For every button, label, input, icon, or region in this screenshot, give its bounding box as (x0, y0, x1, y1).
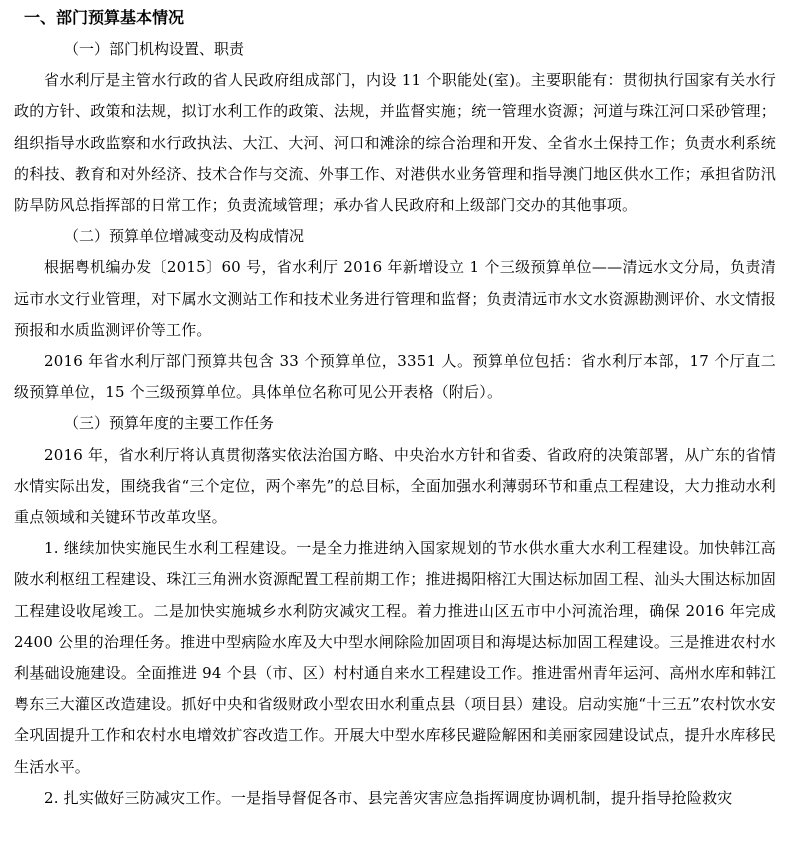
section2-title: （二）预算单位增减变动及构成情况 (64, 227, 305, 246)
section3-paragraph-3: 2. 扎实做好三防减灾工作。一是指导督促各市、县完善灾害应急指挥调度协调机制，提升指导抢险救灾 (44, 788, 733, 807)
section3-paragraph-2: 1. 继续加快实施民生水利工程建设。一是全力推进纳入国家规划的节水供水重大水利工程建设。加快韩江高陂水利枢纽工程建设、珠江三角洲水资源配置工程前期工作；推进揭阳榕江大围达标加固工程、汕头大围达标加固工程建设收尾竣工。二是加快实施城乡水利防灾减灾工程。着力推进山区五市中小河流治理，确保 2016 年完成 2400 公里的治理任务。推进中型病险水库及大中型水闸除险加固项目和海堤达标加固工程建设。三是推进农村水利基础设施建设。全面推进 94 个县（市、区）村村通自来水工程建设工作。推进雷州青年运河、高州水库和韩江粤东三大灌区改造建设。抓好中央和省级财政小型农田水利重点县（项目县）建设。启动实施“十三五”农村饮水安全巩固提升工作和农村水电增效扩容改造工作。开展大中型水库移民避险解困和美丽家园建设试点，提升水库移民生活水平。 (14, 539, 776, 776)
main-heading: 一、部门预算基本情况 (24, 8, 185, 27)
section2-paragraph-1: 根据粤机编办发〔2015〕60 号，省水利厅 2016 年新增设立 1 个三级预算单位——清远水文分局，负责清远市水文行业管理，对下属水文测站工作和技术业务进行管理和监督；负责清远市水文水资源勘测评价、水文情报预报和水质监测评价等工作。 (14, 258, 776, 339)
section1-paragraph-1: 省水利厅是主管水行政的省人民政府组成部门，内设 11 个职能处(室)。主要职能有：贯彻执行国家有关水行政的方针、政策和法规，拟订水利工作的政策、法规，并监督实施；统一管理水资源；河道与珠江河口采砂管理；组织指导水政监察和水行政执法、大江、大河、河口和滩涂的综合治理和开发、全省水土保持工作；负责水利系统的科技、教育和对外经济、技术合作与交流、外事工作、对港供水业务管理和指导澳门地区供水工作；承担省防汛防旱防风总指挥部的日常工作；负责流域管理；承办省人民政府和上级部门交办的其他事项。 (14, 71, 776, 215)
section1-title: （一）部门机构设置、职责 (64, 40, 245, 58)
section3-paragraph-1: 2016 年，省水利厅将认真贯彻落实依法治国方略、中央治水方针和省委、省政府的决策部署，从广东的省情水情实际出发，围绕我省“三个定位，两个率先”的总目标，全面加强水利薄弱环节和重点工程建设，大力推动水利重点领域和关键环节改革攻坚。 (14, 445, 776, 527)
section3-title: （三）预算年度的主要工作任务 (64, 414, 275, 433)
section2-paragraph-2: 2016 年省水利厅部门预算共包含 33 个预算单位，3351 人。预算单位包括：省水利厅本部，17 个厅直二级预算单位，15 个三级预算单位。具体单位名称可见公开表格（附后）。 (14, 352, 776, 402)
